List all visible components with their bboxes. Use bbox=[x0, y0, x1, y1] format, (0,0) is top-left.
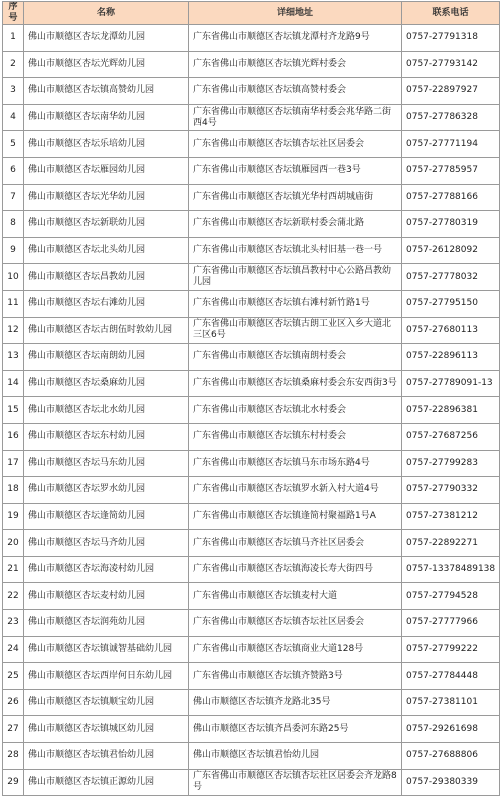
phone-number: 0757-27688806 bbox=[402, 743, 500, 770]
row-index: 10 bbox=[3, 264, 24, 291]
phone-number: 0757-27777966 bbox=[402, 610, 500, 637]
kindergarten-address: 广东省佛山市顺德区杏坛镇南华村委会兆华路二街西4号 bbox=[189, 104, 402, 131]
kindergarten-address: 广东省佛山市顺德区杏坛镇右滩村新竹路1号 bbox=[189, 290, 402, 317]
table-row bbox=[3, 344, 500, 371]
kindergarten-address: 广东省佛山市顺德区杏坛镇杏坛社区居委会 bbox=[189, 610, 402, 637]
kindergarten-address: 广东省佛山市顺德区杏坛镇龙潭村齐龙路9号 bbox=[189, 25, 402, 52]
kindergarten-name: 佛山市顺德区杏坛右滩幼儿园 bbox=[24, 290, 189, 317]
table-row bbox=[3, 689, 500, 716]
row-index: 8 bbox=[3, 211, 24, 238]
table-row bbox=[3, 503, 500, 530]
phone-number: 0757-27381212 bbox=[402, 503, 500, 530]
kindergarten-address: 广东省佛山市顺德区杏坛镇麦村大道 bbox=[189, 583, 402, 610]
kindergarten-address: 广东省佛山市顺德区杏坛镇高赞村委会 bbox=[189, 78, 402, 105]
kindergarten-address: 广东省佛山市顺德区杏坛镇北水村委会 bbox=[189, 397, 402, 424]
kindergarten-name: 佛山市顺德区杏坛逢简幼儿园 bbox=[24, 503, 189, 530]
row-index: 22 bbox=[3, 583, 24, 610]
table-row bbox=[3, 370, 500, 397]
phone-number: 0757-27785957 bbox=[402, 157, 500, 184]
table-row bbox=[3, 237, 500, 264]
kindergarten-address: 广东省佛山市顺德区杏坛镇光辉村委会 bbox=[189, 51, 402, 78]
table-row bbox=[3, 423, 500, 450]
row-index: 23 bbox=[3, 610, 24, 637]
kindergarten-name: 佛山市顺德区杏坛西岸何日东幼儿园 bbox=[24, 663, 189, 690]
table-row bbox=[3, 104, 500, 131]
phone-number: 0757-27799222 bbox=[402, 636, 500, 663]
phone-number: 0757-27789091-13 bbox=[402, 370, 500, 397]
kindergarten-name: 佛山市顺德区杏坛马东幼儿园 bbox=[24, 450, 189, 477]
row-index: 29 bbox=[3, 769, 24, 796]
kindergarten-address: 广东省佛山市顺德区杏坛镇马东市场东路4号 bbox=[189, 450, 402, 477]
phone-number: 0757-27786328 bbox=[402, 104, 500, 131]
table-row bbox=[3, 636, 500, 663]
row-index: 27 bbox=[3, 716, 24, 743]
row-index: 7 bbox=[3, 184, 24, 211]
kindergarten-address: 广东省佛山市顺德区杏坛镇北头村旧基一巷一号 bbox=[189, 237, 402, 264]
phone-number: 0757-27799283 bbox=[402, 450, 500, 477]
phone-number: 0757-22896381 bbox=[402, 397, 500, 424]
kindergarten-name: 佛山市顺德区杏坛润苑幼儿园 bbox=[24, 610, 189, 637]
row-index: 16 bbox=[3, 423, 24, 450]
phone-number: 0757-27791318 bbox=[402, 25, 500, 52]
kindergarten-name: 佛山市顺德区杏坛罗水幼儿园 bbox=[24, 477, 189, 504]
table-row bbox=[3, 317, 500, 344]
table-row bbox=[3, 716, 500, 743]
kindergarten-address: 佛山市顺德区杏坛镇君怡幼儿园 bbox=[189, 743, 402, 770]
kindergarten-name: 佛山市顺德区杏坛昌教幼儿园 bbox=[24, 264, 189, 291]
phone-number: 0757-22896113 bbox=[402, 344, 500, 371]
kindergarten-address: 广东省佛山市顺德区杏坛镇桑麻村委会东安西街3号 bbox=[189, 370, 402, 397]
kindergarten-name: 佛山市顺德区杏坛镇高赞幼儿园 bbox=[24, 78, 189, 105]
kindergarten-name: 佛山市顺德区杏坛光华幼儿园 bbox=[24, 184, 189, 211]
row-index: 4 bbox=[3, 104, 24, 131]
table-row bbox=[3, 663, 500, 690]
kindergarten-name: 佛山市顺德区杏坛古朗伍时敦幼儿园 bbox=[24, 317, 189, 344]
phone-number: 0757-27680113 bbox=[402, 317, 500, 344]
row-index: 21 bbox=[3, 556, 24, 583]
phone-number: 0757-27793142 bbox=[402, 51, 500, 78]
row-index: 17 bbox=[3, 450, 24, 477]
kindergarten-address: 广东省佛山市顺德区杏坛镇古朗工业区入乡大道北三区6号 bbox=[189, 317, 402, 344]
row-index: 25 bbox=[3, 663, 24, 690]
kindergarten-address: 广东省佛山市顺德区杏坛镇杏坛社区居委会 bbox=[189, 131, 402, 158]
kindergarten-table bbox=[2, 1, 500, 796]
kindergarten-name: 佛山市顺德区杏坛龙潭幼儿园 bbox=[24, 25, 189, 52]
phone-number: 0757-27788166 bbox=[402, 184, 500, 211]
kindergarten-address: 广东省佛山市顺德区杏坛镇南朗村委会 bbox=[189, 344, 402, 371]
kindergarten-name: 佛山市顺德区杏坛北头幼儿园 bbox=[24, 237, 189, 264]
kindergarten-name: 佛山市顺德区杏坛镇正源幼儿园 bbox=[24, 769, 189, 796]
table-row bbox=[3, 769, 500, 796]
kindergarten-address: 佛山市顺德区杏坛镇齐昌委河东路25号 bbox=[189, 716, 402, 743]
phone-number: 0757-27687256 bbox=[402, 423, 500, 450]
phone-number: 0757-27795150 bbox=[402, 290, 500, 317]
header-name: 名称 bbox=[24, 2, 189, 25]
table-row bbox=[3, 211, 500, 238]
row-index: 13 bbox=[3, 344, 24, 371]
row-index: 12 bbox=[3, 317, 24, 344]
table-row bbox=[3, 397, 500, 424]
row-index: 11 bbox=[3, 290, 24, 317]
kindergarten-address: 广东省佛山市顺德区杏坛镇齐赞路3号 bbox=[189, 663, 402, 690]
header-address: 详细地址 bbox=[189, 2, 402, 25]
phone-number: 0757-27778032 bbox=[402, 264, 500, 291]
row-index: 24 bbox=[3, 636, 24, 663]
table-row bbox=[3, 184, 500, 211]
kindergarten-address: 广东省佛山市顺德区杏坛镇马齐社区居委会 bbox=[189, 530, 402, 557]
row-index: 1 bbox=[3, 25, 24, 52]
phone-number: 0757-29261698 bbox=[402, 716, 500, 743]
kindergarten-name: 佛山市顺德区杏坛马齐幼儿园 bbox=[24, 530, 189, 557]
table-row bbox=[3, 131, 500, 158]
row-index: 18 bbox=[3, 477, 24, 504]
row-index: 6 bbox=[3, 157, 24, 184]
kindergarten-name: 佛山市顺德区杏坛北水幼儿园 bbox=[24, 397, 189, 424]
row-index: 19 bbox=[3, 503, 24, 530]
kindergarten-name: 佛山市顺德区杏坛南华幼儿园 bbox=[24, 104, 189, 131]
table-row bbox=[3, 477, 500, 504]
kindergarten-name: 佛山市顺德区杏坛镇顺宝幼儿园 bbox=[24, 689, 189, 716]
kindergarten-address: 广东省佛山市顺德区杏坛镇东村村委会 bbox=[189, 423, 402, 450]
kindergarten-address: 广东省佛山市顺德区杏坛镇海凌长寿大街四号 bbox=[189, 556, 402, 583]
header-phone: 联系电话 bbox=[402, 2, 500, 25]
table-row bbox=[3, 78, 500, 105]
kindergarten-address: 广东省佛山市顺德区杏坛镇罗水新入村大道4号 bbox=[189, 477, 402, 504]
row-index: 5 bbox=[3, 131, 24, 158]
phone-number: 0757-13378489138 bbox=[402, 556, 500, 583]
kindergarten-name: 佛山市顺德区杏坛东村幼儿园 bbox=[24, 423, 189, 450]
row-index: 20 bbox=[3, 530, 24, 557]
kindergarten-address: 广东省佛山市顺德区杏坛新联村委会蒲北路 bbox=[189, 211, 402, 238]
kindergarten-name: 佛山市顺德区杏坛镇城区幼儿园 bbox=[24, 716, 189, 743]
kindergarten-name: 佛山市顺德区杏坛雁园幼儿园 bbox=[24, 157, 189, 184]
table-row bbox=[3, 556, 500, 583]
table-row bbox=[3, 157, 500, 184]
table-row bbox=[3, 290, 500, 317]
row-index: 15 bbox=[3, 397, 24, 424]
kindergarten-name: 佛山市顺德区杏坛镇诚智基础幼儿园 bbox=[24, 636, 189, 663]
table-row bbox=[3, 743, 500, 770]
kindergarten-address: 广东省佛山市顺德区杏坛镇逢简村聚福路1号A bbox=[189, 503, 402, 530]
kindergarten-name: 佛山市顺德区杏坛海凌村幼儿园 bbox=[24, 556, 189, 583]
phone-number: 0757-22892271 bbox=[402, 530, 500, 557]
kindergarten-address: 广东省佛山市顺德区杏坛镇光华村西胡城庙街 bbox=[189, 184, 402, 211]
phone-number: 0757-27780319 bbox=[402, 211, 500, 238]
row-index: 26 bbox=[3, 689, 24, 716]
phone-number: 0757-27771194 bbox=[402, 131, 500, 158]
kindergarten-name: 佛山市顺德区杏坛南朗幼儿园 bbox=[24, 344, 189, 371]
kindergarten-address: 广东省佛山市顺德区杏坛镇昌教村中心公路昌教幼儿园 bbox=[189, 264, 402, 291]
phone-number: 0757-27790332 bbox=[402, 477, 500, 504]
table-row bbox=[3, 25, 500, 52]
row-index: 9 bbox=[3, 237, 24, 264]
phone-number: 0757-27794528 bbox=[402, 583, 500, 610]
header-index: 序号 bbox=[3, 2, 24, 25]
kindergarten-name: 佛山市顺德区杏坛桑麻幼儿园 bbox=[24, 370, 189, 397]
table-body bbox=[3, 25, 500, 796]
table-row bbox=[3, 264, 500, 291]
phone-number: 0757-22897927 bbox=[402, 78, 500, 105]
phone-number: 0757-27381101 bbox=[402, 689, 500, 716]
table-row bbox=[3, 610, 500, 637]
phone-number: 0757-26128092 bbox=[402, 237, 500, 264]
row-index: 2 bbox=[3, 51, 24, 78]
table-header-row bbox=[3, 2, 500, 25]
row-index: 14 bbox=[3, 370, 24, 397]
row-index: 3 bbox=[3, 78, 24, 105]
row-index: 28 bbox=[3, 743, 24, 770]
phone-number: 0757-29380339 bbox=[402, 769, 500, 796]
table-row bbox=[3, 583, 500, 610]
kindergarten-name: 佛山市顺德区杏坛镇君怡幼儿园 bbox=[24, 743, 189, 770]
table-row bbox=[3, 450, 500, 477]
kindergarten-address: 广东省佛山市顺德区杏坛镇商业大道128号 bbox=[189, 636, 402, 663]
kindergarten-name: 佛山市顺德区杏坛光辉幼儿园 bbox=[24, 51, 189, 78]
phone-number: 0757-27784448 bbox=[402, 663, 500, 690]
kindergarten-name: 佛山市顺德区杏坛乐培幼儿园 bbox=[24, 131, 189, 158]
kindergarten-address: 广东省佛山市顺德区杏坛镇杏坛社区居委会齐龙路8号 bbox=[189, 769, 402, 796]
kindergarten-address: 广东省佛山市顺德区杏坛镇雁园西一巷3号 bbox=[189, 157, 402, 184]
table-row bbox=[3, 530, 500, 557]
table-row bbox=[3, 51, 500, 78]
kindergarten-address: 佛山市顺德区杏坛镇齐龙路北35号 bbox=[189, 689, 402, 716]
kindergarten-name: 佛山市顺德区杏坛麦村幼儿园 bbox=[24, 583, 189, 610]
kindergarten-name: 佛山市顺德区杏坛新联幼儿园 bbox=[24, 211, 189, 238]
